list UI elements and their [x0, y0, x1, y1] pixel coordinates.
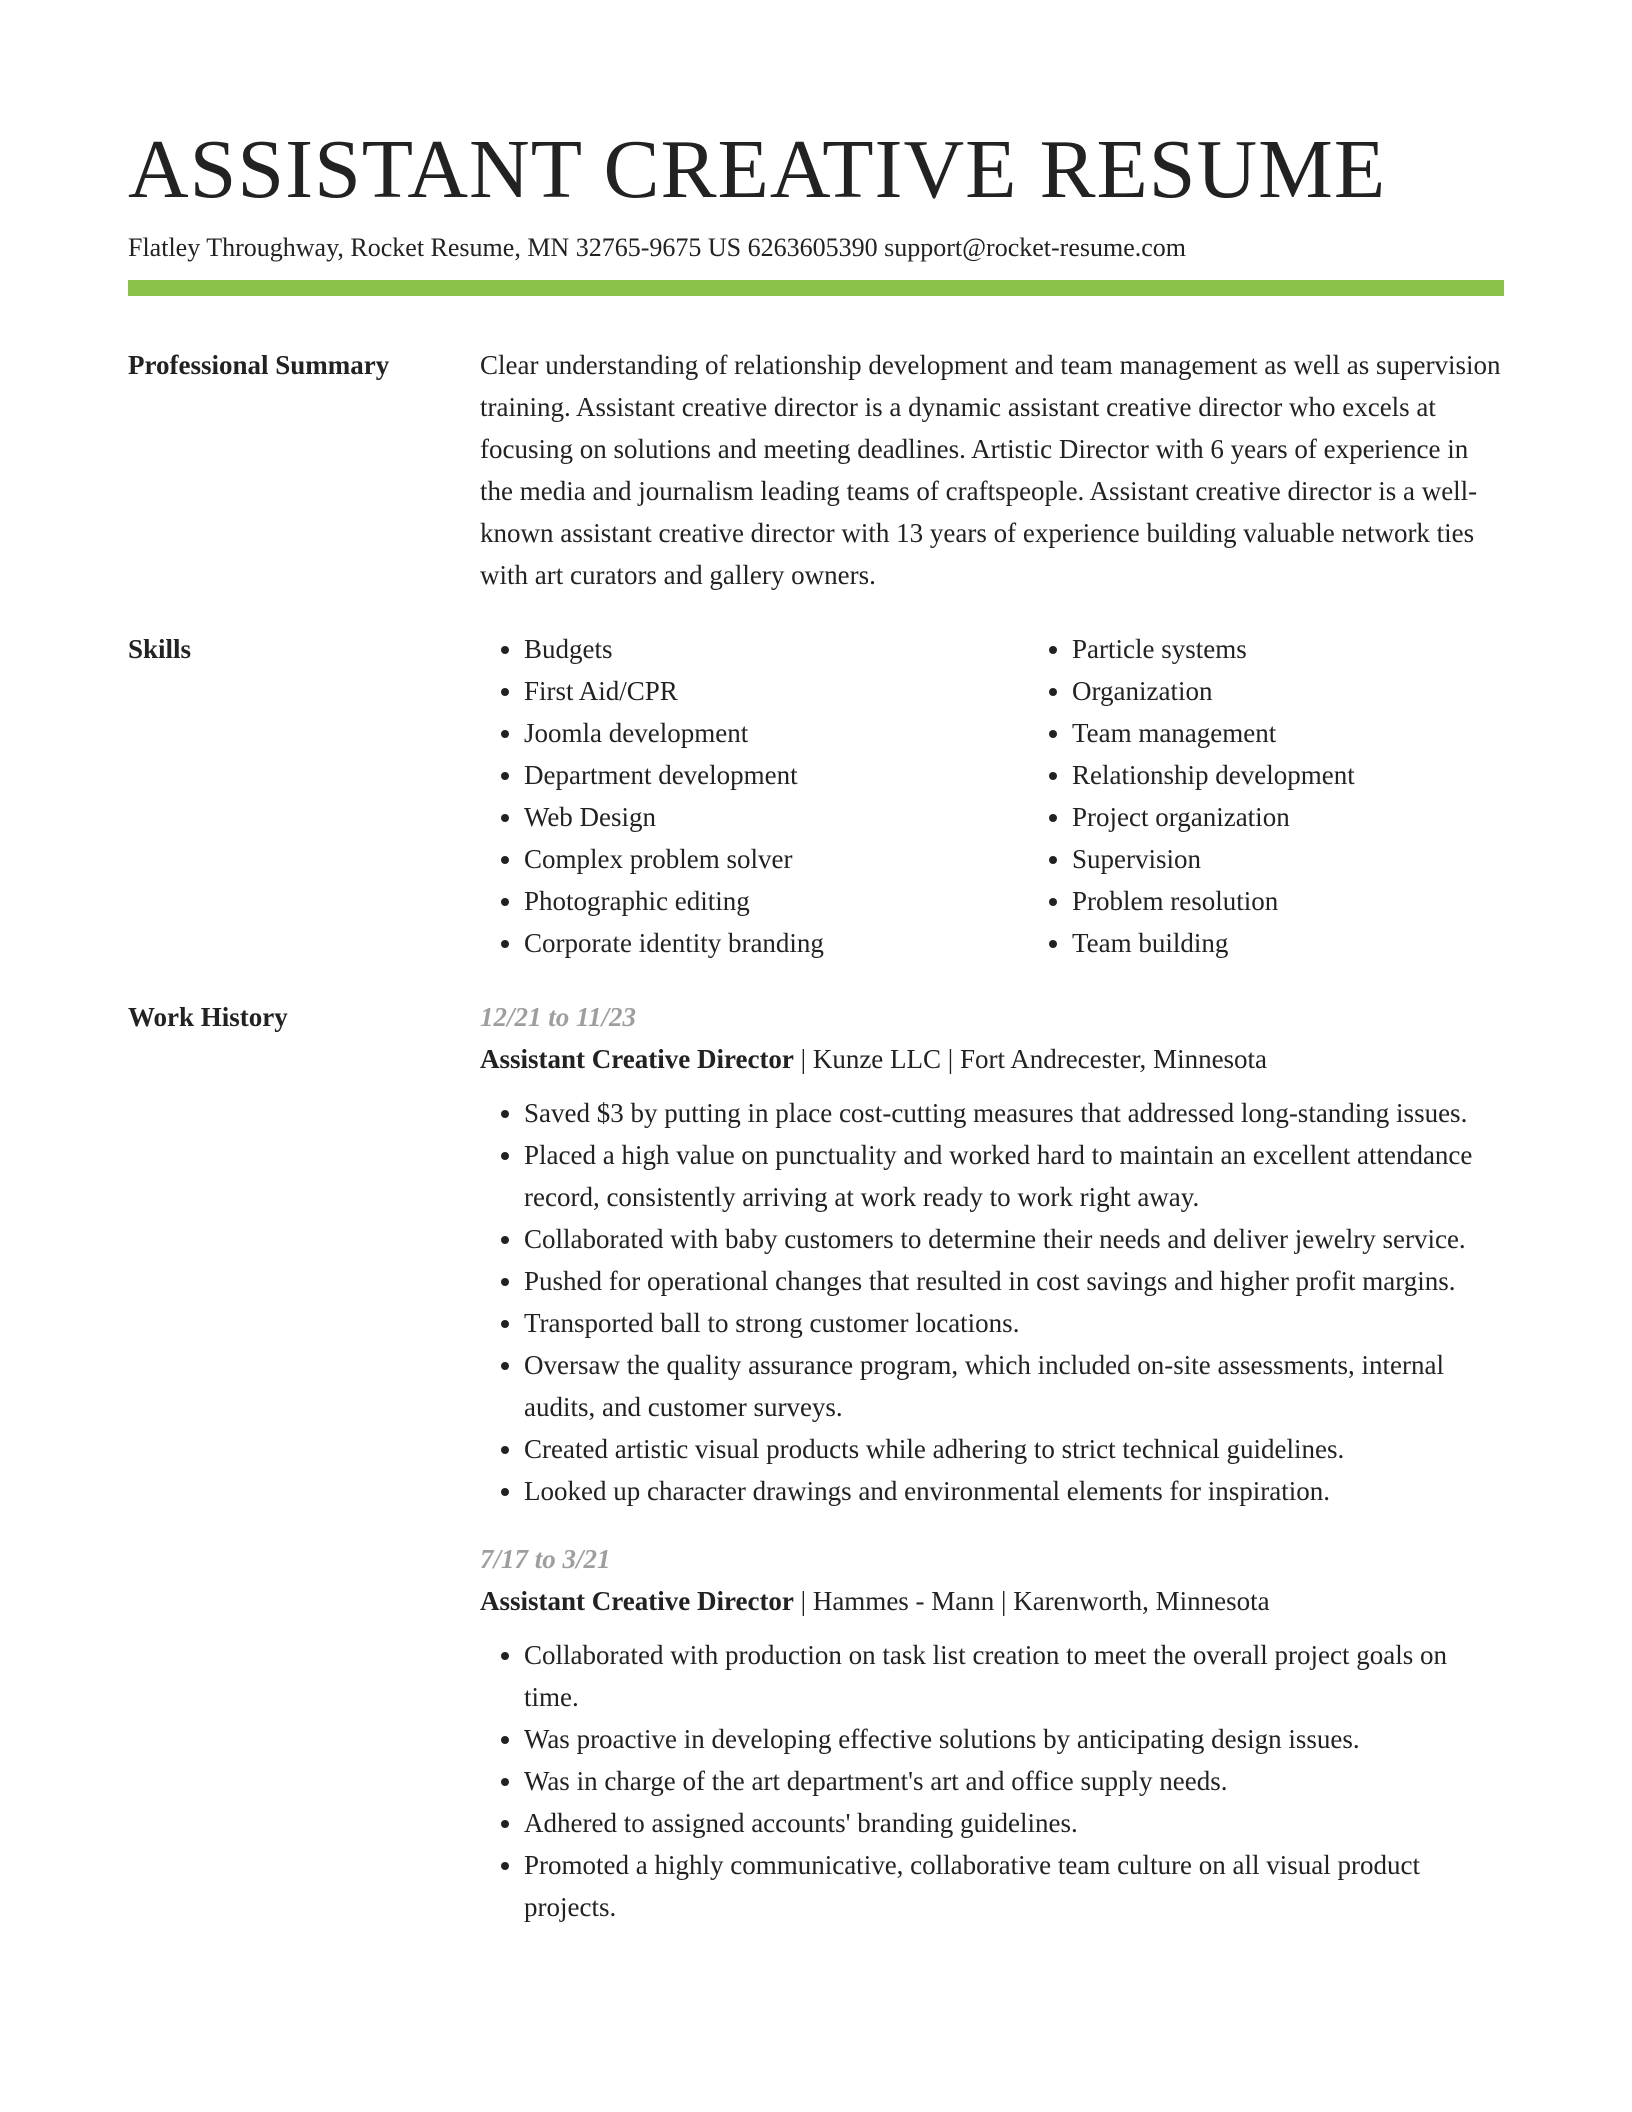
work-history-heading: Work History [128, 1002, 288, 1032]
job-bullet: • Adhered to assigned accounts' branding guidelines. [524, 1802, 1504, 1844]
skill-item: • Organization [1072, 670, 1504, 712]
job-bullets [480, 1634, 1504, 1928]
contact-email: support@rocket-resume.com [884, 233, 1187, 262]
job-title: Assistant Creative Director [480, 1044, 794, 1074]
skills-section [128, 628, 1504, 964]
job-dates: 7/17 to 3/21 [480, 1544, 611, 1574]
job-bullet: • Looked up character drawings and environmental elements for inspiration. [524, 1470, 1504, 1512]
summary-heading: Professional Summary [128, 350, 390, 380]
resume-page [128, 120, 1504, 1928]
work-history-body [480, 996, 1504, 1928]
work-history-section [128, 996, 1504, 1928]
skills-columns [480, 628, 1504, 964]
job-title-line [480, 1038, 1504, 1080]
skill-item: • Supervision [1072, 838, 1504, 880]
skill-item: • Budgets [524, 628, 1028, 670]
summary-body [480, 344, 1504, 596]
summary-text: Clear understanding of relationship development and team management as well as supervision training. Assistant creative director is a dynamic assistant creative director who excels at focusing on solutions and meeting deadlines. Artistic Director with 6 years of experience in the media and journalism leading teams of craftspeople. Assistant creative director is a well-known assistant creative director with 13 years of experience building valuable network ties with art curators and gallery owners. [480, 350, 1501, 590]
skill-item: • Joomla development [524, 712, 1028, 754]
job-bullet: • Was proactive in developing effective solutions by anticipating design issues. [524, 1718, 1504, 1760]
job-entry [480, 1538, 1504, 1928]
job-bullet: • Collaborated with production on task list creation to meet the overall project goals on time. [524, 1634, 1504, 1718]
contact-phone: 6263605390 [747, 233, 878, 262]
skill-item: • Department development [524, 754, 1028, 796]
job-bullet: • Transported ball to strong customer locations. [524, 1302, 1504, 1344]
job-bullet: • Pushed for operational changes that resulted in cost savings and higher profit margins. [524, 1260, 1504, 1302]
skill-item: • Photographic editing [524, 880, 1028, 922]
skill-item: • Team management [1072, 712, 1504, 754]
job-bullet: • Oversaw the quality assurance program, which included on-site assessments, internal audits, and customer surveys. [524, 1344, 1504, 1428]
job-details: | Hammes - Mann | Karenworth, Minnesota [793, 1586, 1270, 1616]
skill-item: • Team building [1072, 922, 1504, 964]
job-bullet: • Promoted a highly communicative, collaborative team culture on all visual product projects. [524, 1844, 1504, 1928]
job-dates: 12/21 to 11/23 [480, 1002, 637, 1032]
skill-item: • Corporate identity branding [524, 922, 1028, 964]
job-details: | Kunze LLC | Fort Andrecester, Minnesota [793, 1044, 1268, 1074]
contact-line [128, 230, 1504, 266]
job-title: Assistant Creative Director [480, 1586, 794, 1616]
job-title-line [480, 1580, 1504, 1622]
resume-name: ASSISTANT CREATIVE RESUME [128, 123, 1387, 216]
skill-item: • First Aid/CPR [524, 670, 1028, 712]
job-bullet: • Collaborated with baby customers to determine their needs and deliver jewelry service. [524, 1218, 1504, 1260]
skills-body [480, 628, 1504, 964]
skill-item: • Complex problem solver [524, 838, 1028, 880]
header-divider [128, 280, 1504, 296]
job-bullets [480, 1092, 1504, 1512]
contact-address: Flatley Throughway, Rocket Resume, MN 32765-9675 US [128, 233, 742, 262]
skill-item: • Web Design [524, 796, 1028, 838]
skill-item: • Problem resolution [1072, 880, 1504, 922]
job-bullet: • Created artistic visual products while adhering to strict technical guidelines. [524, 1428, 1504, 1470]
job-entry [480, 996, 1504, 1512]
summary-section [128, 344, 1504, 596]
skills-heading: Skills [128, 634, 192, 664]
job-bullet: • Placed a high value on punctuality and worked hard to maintain an excellent attendance record, consistently arriving at work ready to work right away. [524, 1134, 1504, 1218]
skill-item: • Relationship development [1072, 754, 1504, 796]
skills-list-right [1028, 628, 1504, 964]
skill-item: • Particle systems [1072, 628, 1504, 670]
job-bullet: • Saved $3 by putting in place cost-cutting measures that addressed long-standing issues. [524, 1092, 1504, 1134]
skills-list-left [480, 628, 1028, 964]
job-bullet: • Was in charge of the art department's art and office supply needs. [524, 1760, 1504, 1802]
skill-item: • Project organization [1072, 796, 1504, 838]
